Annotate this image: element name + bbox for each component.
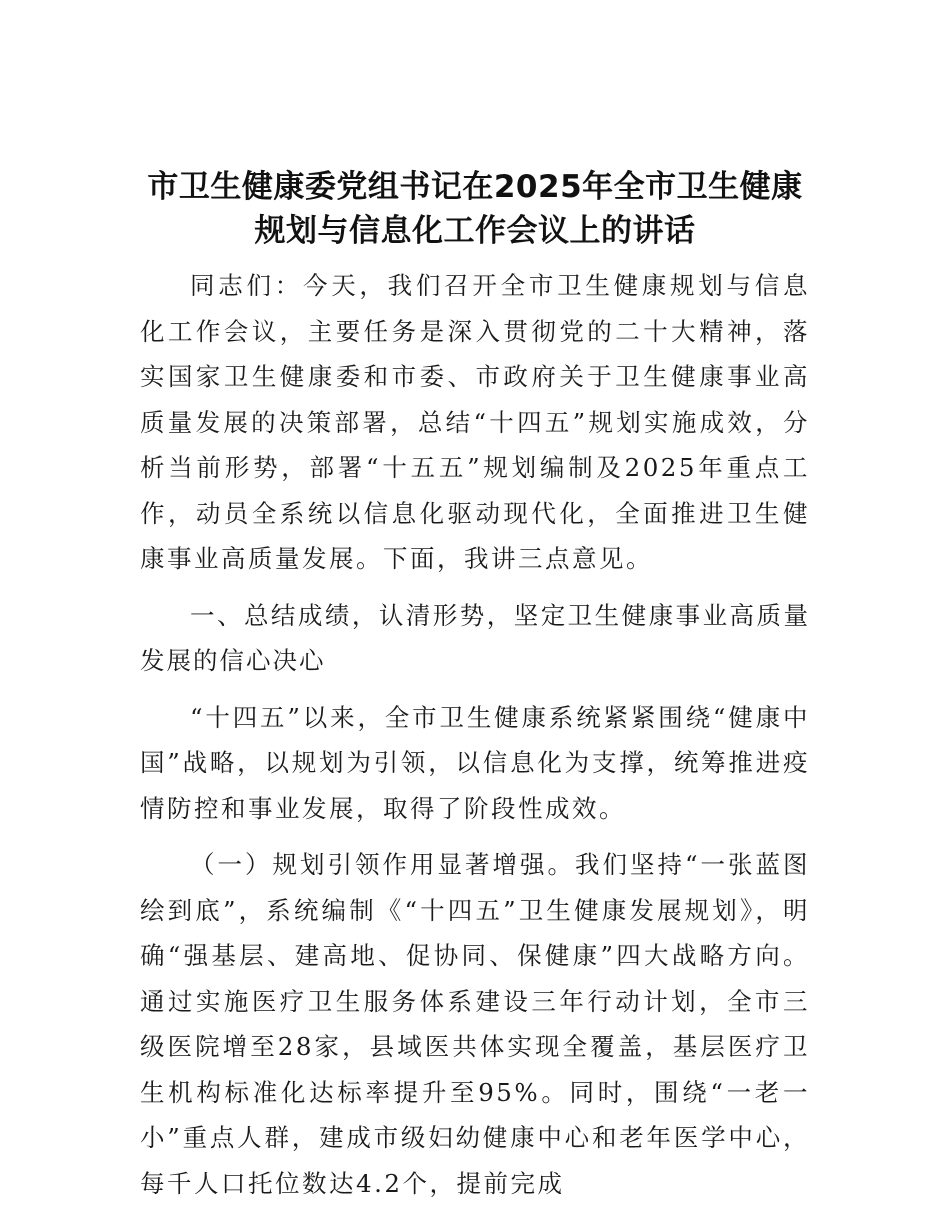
- title-line-1: 市卫生健康委党组书记在2025年全市卫生健康: [147, 169, 803, 205]
- paragraph-planning-guidance: （一）规划引领作用显著增强。我们坚持“一张蓝图绘到底”，系统编制《“十四五”卫生健康发展规划》，明确“强基层、建高地、促协同、保健康”四大战略方向。通过实施医疗卫生服务体系建设三年行动计划，全市三级医院增至28家，县域医共体实现全覆盖，基层医疗卫生机构标准化达标率提升至95%。同时，围绕“一老一小”重点人群，建成市级妇幼健康中心和老年医学中心，每千人口托位数达4.2个，提前完成: [140, 850, 810, 1198]
- document-body: [140, 263, 810, 1217]
- paragraph-achievements-intro: “十四五”以来，全市卫生健康系统紧紧围绕“健康中国”战略，以规划为引领，以信息化为支撑，统筹推进疫情防控和事业发展，取得了阶段性成效。: [140, 702, 810, 823]
- paragraph-opening: 同志们：今天，我们召开全市卫生健康规划与信息化工作会议，主要任务是深入贯彻党的二十大精神，落实国家卫生健康委和市委、市政府关于卫生健康事业高质量发展的决策部署，总结“十四五”规划实施成效，分析当前形势，部署“十五五”规划编制及2025年重点工作，动员全系统以信息化驱动现代化，全面推进卫生健康事业高质量发展。下面，我讲三点意见。: [140, 271, 810, 573]
- section-heading-1: 一、总结成绩，认清形势，坚定卫生健康事业高质量发展的信心决心: [140, 600, 810, 675]
- title-line-2: 规划与信息化工作会议上的讲话: [254, 213, 696, 249]
- page-title: [100, 165, 850, 253]
